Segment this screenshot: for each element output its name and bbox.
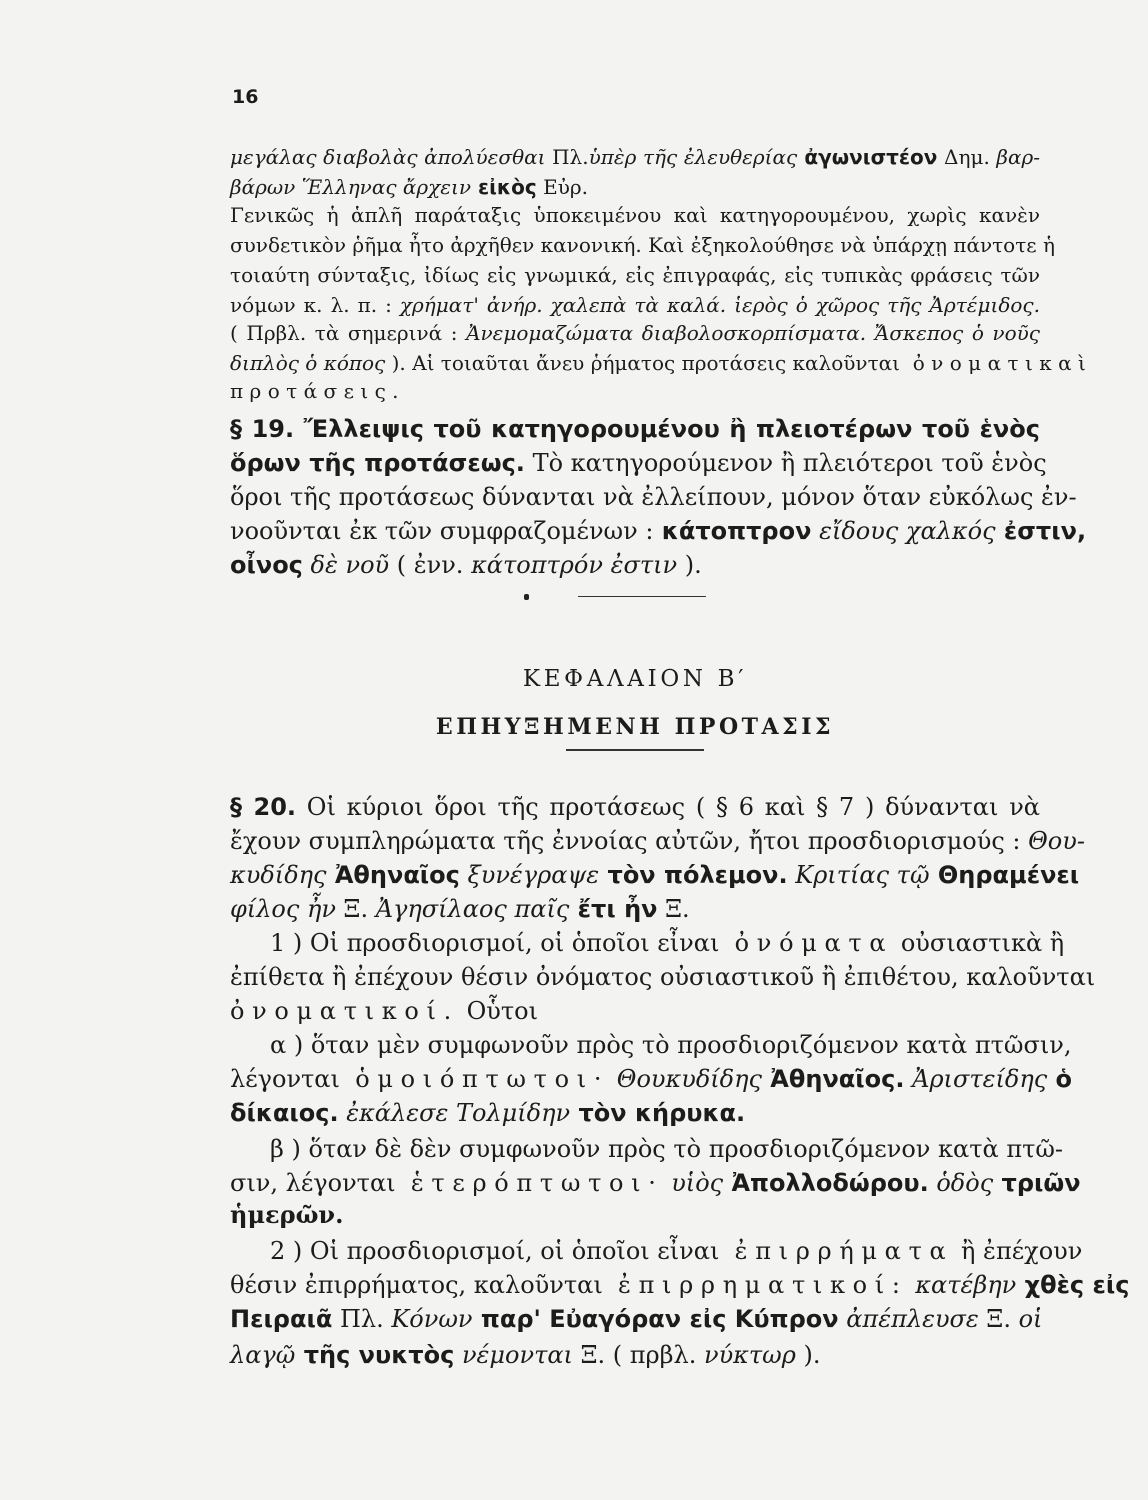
text-span: Οὗτοι xyxy=(458,997,538,1025)
text-span: ἑτερόπτωτοι· xyxy=(395,1169,664,1197)
text-span: ὁδὸς xyxy=(928,1169,994,1197)
text-span: ἢ ἐπέχουν xyxy=(953,1237,1083,1265)
printer-mark xyxy=(524,594,529,600)
text-span: 1 ) Οἱ προσδιορισμοί, οἱ ὁποῖοι εἶναι xyxy=(270,929,720,957)
text-span: τριῶν xyxy=(993,1169,1081,1197)
text-span: σιν, λέγονται xyxy=(230,1169,396,1197)
text-span: φίλος ἦν xyxy=(230,895,336,923)
text-line xyxy=(230,144,1040,170)
text-span: εἰκὸς xyxy=(471,175,537,199)
text-span: ὀνόματα xyxy=(719,929,894,957)
text-span: κάτοπτρον xyxy=(653,517,812,545)
text-line: προτάσεις. xyxy=(230,379,405,403)
text-span: κατέβην xyxy=(907,1271,1017,1299)
text-line xyxy=(230,1340,1040,1370)
section-20-heading xyxy=(230,792,1040,822)
text-span: λέγονται xyxy=(230,1065,340,1093)
text-line: τοιαύτη σύνταξις, ἰδίως εἰς γνωμικά, εἰς ἐπιγραφάς, εἰς τυπικὰς φράσεις τῶν xyxy=(230,263,1040,287)
section-19-heading xyxy=(230,414,1040,444)
chapter-heading: ΚΕΦΑΛΑΙΟΝ Β′ xyxy=(522,666,748,692)
text-span: ὁμοιόπτωτοι· xyxy=(339,1065,610,1093)
text-span: ἐστιν, xyxy=(995,517,1087,545)
text-span: § 20. xyxy=(230,793,297,821)
text-span: Ξ. ( πρβλ. xyxy=(572,1341,697,1369)
text-span: Θουκυδίδης xyxy=(609,1065,762,1093)
text-line xyxy=(230,1270,1130,1300)
text-span: υἱὸς xyxy=(663,1169,724,1197)
text-span: ). xyxy=(677,551,702,579)
text-span: Ἀνεμομαζώματα διαβολοσκορπίσματα. Ἄσκεπος ὁ νοῦς xyxy=(457,321,1040,345)
text-span: οὐσιαστικὰ ἢ xyxy=(893,929,1065,957)
text-span: διπλὸς ὁ κόπος xyxy=(230,351,386,375)
text-span: Εὐρ. xyxy=(536,175,588,199)
text-span: Τὸ κατηγορούμενον ἢ πλειότεροι τοῦ ἑνὸς xyxy=(524,449,1047,477)
text-line: συνδετικὸν ῥῆμα ἦτο ἀρχῆθεν κανονική. Καὶ ἐξηκολούθησε νὰ ὑπάρχῃ πάντοτε ἡ xyxy=(230,233,1055,257)
text-line xyxy=(230,448,1047,478)
text-span: λαγῷ xyxy=(230,1341,296,1369)
text-span: ). xyxy=(795,1341,821,1369)
text-span: ὑπὲρ τῆς ἐλευθερίας xyxy=(588,145,798,169)
text-span: Δημ. xyxy=(937,145,990,169)
text-line: Γενικῶς ἡ ἁπλῆ παράταξις ὑποκειμένου καὶ κατηγορουμένου, χωρὶς κανὲν xyxy=(230,203,1040,227)
text-span: μεγάλας διαβολὰς ἀπολύεσθαι xyxy=(230,145,546,169)
text-span: ἔτι ἦν xyxy=(569,895,658,923)
text-span: Ἀπολλοδώρου. xyxy=(723,1169,929,1197)
text-span: Ξ. xyxy=(657,895,690,923)
text-line xyxy=(230,894,1040,924)
text-span: ἐπιρρήματα xyxy=(719,1237,954,1265)
text-span: Ἀγησίλαος παῖς xyxy=(368,895,570,923)
text-span: 2 ) Οἱ προσδιορισμοί, οἱ ὁποῖοι εἶναι xyxy=(270,1237,720,1265)
text-span: οἱ xyxy=(1010,1305,1043,1333)
text-span: τὸν κήρυκα. xyxy=(570,1099,746,1127)
text-line xyxy=(230,1064,1073,1094)
text-span: Ἀθηναῖος xyxy=(326,861,460,889)
text-line xyxy=(230,1168,1081,1198)
text-line xyxy=(230,550,1040,580)
text-span: βάρων xyxy=(230,175,296,199)
text-span: νέμονται xyxy=(454,1341,573,1369)
text-line: β ) ὅταν δὲ δὲν συμφωνοῦν πρὸς τὸ προσδιοριζόμενον κατὰ πτῶ- xyxy=(270,1135,1064,1163)
text-span: § 19. Ἔλλειψις τοῦ κατηγορουμένου ἢ πλειοτέρων τοῦ ἑνὸς xyxy=(230,415,1040,443)
text-span: ἐπιρρηματικοί: xyxy=(602,1271,908,1299)
text-line xyxy=(230,320,1040,346)
text-line xyxy=(230,1304,1043,1334)
text-span: κυδίδης xyxy=(230,861,327,889)
text-span: Ξ. xyxy=(335,895,369,923)
text-line xyxy=(230,516,1087,546)
text-span: Ἕλληνας ἄρχειν xyxy=(295,175,472,199)
text-line xyxy=(230,174,1040,200)
text-span: ( ἐνν. xyxy=(389,551,464,579)
text-span: δίκαιος. xyxy=(230,1099,339,1127)
text-span: χθὲς εἰς xyxy=(1016,1271,1130,1299)
chapter-title: ΕΠΗΥΞΗΜΕΝΗ ΠΡΟΤΑΣΙΣ xyxy=(435,714,835,740)
text-line: ἡμερῶν. xyxy=(230,1200,344,1229)
text-span: οἶνος xyxy=(230,551,303,579)
text-span: κάτοπτρόν ἐστιν xyxy=(463,551,678,579)
text-span: ἐκάλεσε Τολμίδην xyxy=(338,1099,571,1127)
text-line: ἐπίθετα ἢ ἐπέχουν θέσιν ὀνόματος οὐσιαστικοῦ ἢ ἐπιθέτου, καλοῦνται xyxy=(230,963,1096,991)
text-span: Πλ. xyxy=(332,1305,384,1333)
text-line xyxy=(230,292,1040,318)
text-span: Οἱ κύριοι ὅροι τῆς προτάσεως ( § 6 καὶ § 7 ) δύνανται νὰ xyxy=(296,793,1040,821)
text-span: ἀγωνιστέον xyxy=(797,145,938,169)
text-span: Ἀριστείδης xyxy=(904,1065,1048,1093)
text-span: νοοῦνται ἐκ τῶν συμφραζομένων : xyxy=(230,517,654,545)
text-line: α ) ὅταν μὲν συμφωνοῦν πρὸς τὸ προσδιοριζόμενον κατὰ πτῶσιν, xyxy=(270,1031,1072,1059)
text-span: Ἀθηναῖος. xyxy=(761,1065,905,1093)
text-line xyxy=(230,860,1080,890)
text-span: νύκτωρ xyxy=(696,1341,796,1369)
text-span: ( Πρβλ. τὰ σημερινά : xyxy=(230,321,458,345)
text-span: δὲ νοῦ xyxy=(302,551,390,579)
text-span: ὁ xyxy=(1047,1065,1073,1093)
text-line: ὅροι τῆς προτάσεως δύνανται νὰ ἐλλείπουν, μόνον ὅταν εὐκόλως ἐν- xyxy=(230,483,1077,511)
text-span: ὅρων τῆς προτάσεως. xyxy=(230,449,525,477)
text-line xyxy=(230,826,1085,856)
text-span: Θηραμένει xyxy=(929,861,1080,889)
text-line xyxy=(270,1236,1083,1266)
text-span: ). Αἱ τοιαῦται ἄνευ ῥήματος προτάσεις καλοῦνται xyxy=(385,351,900,375)
text-span: χρήματ' ἀνήρ. χαλεπὰ τὰ καλά. ἱερὸς ὁ χῶρος τῆς Ἀρτέμιδος. xyxy=(391,293,1040,317)
text-line xyxy=(230,1098,1040,1128)
text-span: Ξ. xyxy=(978,1305,1011,1333)
text-span: παρ' Εὐαγόραν εἰς Κύπρον xyxy=(472,1305,839,1333)
text-span: Πλ. xyxy=(545,145,589,169)
text-span: εἴδους χαλκός xyxy=(811,517,996,545)
text-line xyxy=(230,996,1040,1026)
text-span: ὀνοματικαὶ xyxy=(899,351,1093,375)
text-span: νόμων κ. λ. π. : xyxy=(230,293,392,317)
text-span: Κριτίας τῷ xyxy=(787,861,930,889)
text-line xyxy=(270,928,1065,958)
section-divider xyxy=(578,596,706,597)
text-span: τῆς νυκτὸς xyxy=(295,1341,455,1369)
text-span: βαρ- xyxy=(989,145,1041,169)
text-span: θέσιν ἐπιρρήματος, καλοῦνται xyxy=(230,1271,603,1299)
text-span: Πειραιᾶ xyxy=(230,1305,333,1333)
chapter-title-rule xyxy=(566,749,704,751)
text-span: ἀπέπλευσε xyxy=(838,1305,979,1333)
text-line xyxy=(230,350,1093,376)
text-span: ἔχουν συμπληρώματα τῆς ἐννοίας αὐτῶν, ἤτοι προσδιορισμούς : xyxy=(230,827,1021,855)
page-number: 16 xyxy=(232,86,259,108)
text-span: Θου- xyxy=(1020,827,1085,855)
text-span: ὀνοματικοί. xyxy=(230,997,459,1025)
text-span: ξυνέγραψε xyxy=(459,861,600,889)
text-span: Κόνων xyxy=(383,1305,473,1333)
text-span: τὸν πόλεμον. xyxy=(599,861,788,889)
